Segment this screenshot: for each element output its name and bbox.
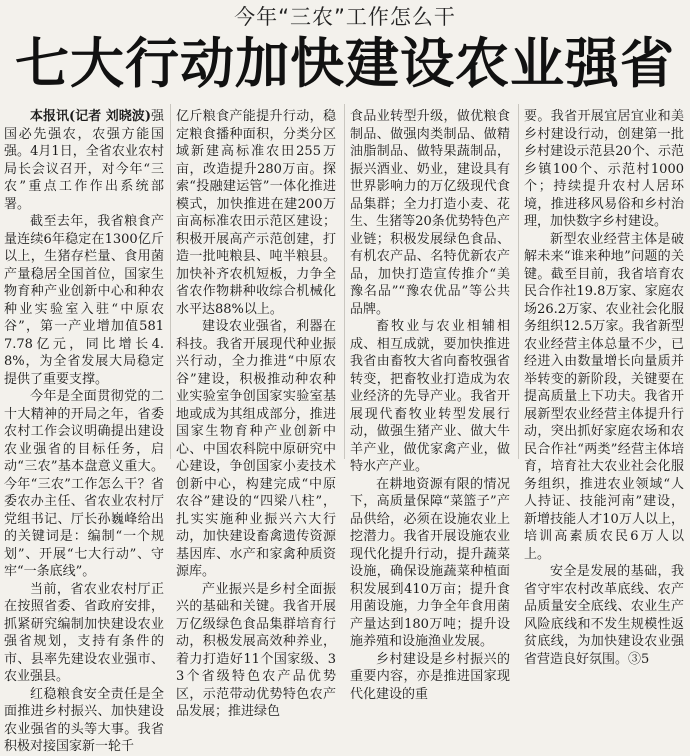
article-column-1	[4, 108, 164, 754]
article-paragraph: 亿斤粮食产能提升行动，稳定粮食播种面积，分类分区域新建高标准农田255万亩，改造提升280万亩。探索“投融建运管”一体化推进模式，加快推进在建200万亩高标准农田示范区建设；积极开展高产示范创建，打造一批吨粮县、吨半粮县。加快补齐农机短板，力争全省农作物耕种收综合机械化水平达88%以上。	[176, 109, 336, 317]
article-column-2	[176, 108, 336, 719]
article-paragraph: 安全是发展的基础，我省守牢农村改革底线、农产品质量安全底线、农业生产风险底线和不发生规模性返贫底线，为加快建设农业强省营造良好氛围。③5	[524, 564, 684, 667]
article-paragraph: 乡村建设是乡村振兴的重要内容，亦是推进国家现代化建设的重	[350, 651, 510, 702]
article-paragraph: 新型农业经营主体是破解未来“谁来种地”问题的关键。截至目前，我省培育农民合作社19.8万家、家庭农场26.2万家、农业社会化服务组织12.5万家。我省新型农业经营主体总量不少，已经进入由数量增长向量质并举转变的新阶段，关键要在提高质量上下功夫。我省开展新型农业经营主体提升行动，突出抓好家庭农场和农民合作社“两类”经营主体培育，培育社大农业社会化服务组织，推进农业领域“人人持证、技能河南”建设，新增技能人才10万人以上，培训高素质农民6万人以上。	[524, 231, 684, 562]
headline-kicker: 今年“三农”工作怎么干	[234, 5, 456, 29]
article-paragraph: 在耕地资源有限的情况下，高质量保障“菜篮子”产品供给，必须在设施农业上挖潜力。我省开展设施农业现代化提升行动，提升蔬菜设施，确保设施蔬菜种植面积发展到410万亩；提升食用菌设施，力争全年食用菌产量达到180万吨；提升设施养殖和设施渔业发展。	[350, 476, 510, 649]
article-body	[0, 104, 690, 754]
headline: 七大行动加快建设农业强省	[15, 32, 675, 95]
article-paragraph: 要。我省开展宜居宜业和美乡村建设行动，创建第一批乡村建设示范县20个、示范乡镇100个、示范村1000个；持续提升农村人居环境，推进移风易俗和乡村治理，加快数字乡村建设。	[524, 109, 684, 229]
article-paragraph: 今年是全面贯彻党的二十大精神的开局之年，省委农村工作会议明确提出建设农业强省的目标任务，启动“三农”基本盘意义重大。今年“三农”工作怎么干？省委农办主任、省农业农村厅党组书记、厅长孙巍峰给出的关键词是：编制“一个规划”、开展“七大行动”、守牢“一条底线”。	[4, 389, 164, 579]
article-paragraph: 食品业转型升级，做优粮食制品、做强肉类制品、做精油脂制品、做特果蔬制品，振兴酒业、奶业，建设具有世界影响力的万亿级现代食品集群；全力打造小麦、花生、生猪等20条优势特色产业链；积极发展绿色食品、有机农产品、名特优新农产品，加快打造宣传推介“美豫名品”“豫农优品”等公共品牌。	[350, 109, 510, 317]
article-paragraph: 当前，省农业农村厅正在按照省委、省政府安排，抓紧研究编制加快建设农业强省规划，支持有条件的市、县率先建设农业强市、农业强县。	[4, 581, 164, 684]
article-paragraph: 红稳粮食安全责任是全面推进乡村振兴、加快建设农业强省的头等大事。我省积极对接国家新一轮千	[4, 686, 164, 754]
article-paragraph: 建设农业强省，利器在科技。我省开展现代种业振兴行动，全力推进“中原农谷”建设，积极推动种农种业实验室争创国家实验室基地或成为其组成部分，推进国家生物育种产业创新中心、中国农科院中原研究中心建设，争创国家小麦技术创新中心，构建完成“中原农谷”建设的“四梁八柱”，扎实实施种业振兴六大行动，加快建设畜禽遗传资源基因库、水产和家禽种质资源库。	[176, 319, 336, 579]
article-paragraph: 截至去年，我省粮食产量连续6年稳定在1300亿斤以上，生猪存栏量、食用菌产量稳居全国首位，国家生物育种产业创新中心和种农种业实验室入驻“中原农谷”，第一产业增加值5817.78亿元，同比增长4.8%，为全省发展大局稳定提供了重要支撑。	[4, 214, 164, 387]
article-paragraph: 产业振兴是乡村全面振兴的基础和关键。我省开展万亿级绿色食品集群培育行动，积极发展高效种养业，着力打造好11个国家级、33个省级特色农产品优势区，示范带动优势特色农产品发展；推进绿色	[176, 581, 336, 719]
article-column-3	[350, 108, 510, 702]
byline: 本报讯(记者 刘晓波)	[30, 109, 151, 124]
article-paragraph: 畜牧业与农业相辅相成、相互成就，要加快推进我省由畜牧大省向畜牧强省转变，把畜牧业打造成为农业经济的先导产业。我省开展现代畜牧业转型发展行动，做强生猪产业、做大牛羊产业，做优家禽产业，做特水产产业。	[350, 319, 510, 474]
article-paragraph: 本报讯(记者 刘晓波)强国必先强农，农强方能国强。4月1日，全省农业农村局长会议召开，对今年“三农”重点工作作出系统部署。	[4, 109, 164, 212]
article-column-4	[524, 108, 684, 667]
